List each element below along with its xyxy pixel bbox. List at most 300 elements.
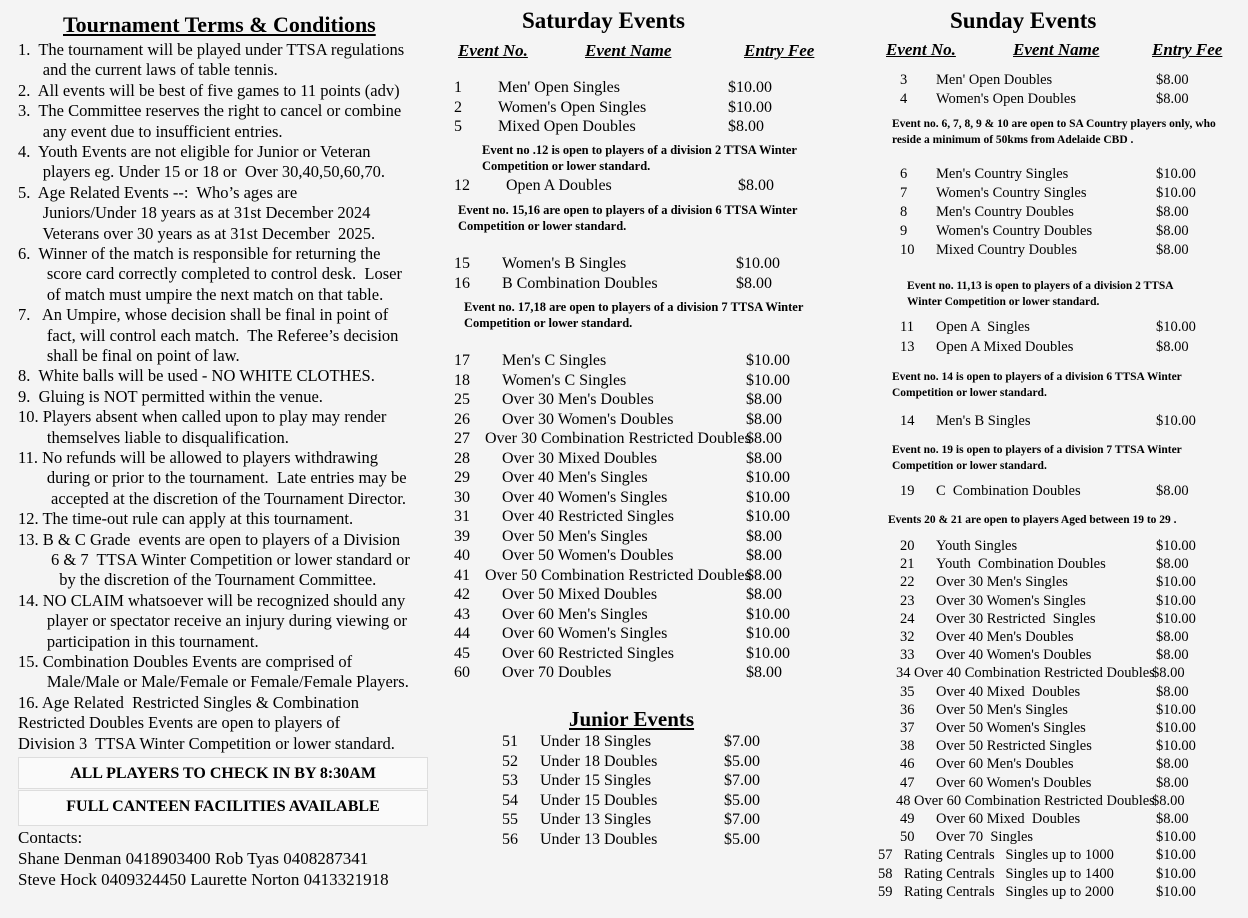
event-row <box>454 177 849 196</box>
event-name: Under 18 Doubles <box>540 752 658 770</box>
saturday-note-3: Event no. 17,18 are open to players of a division 7 TTSA Winter Competition or lower standard. <box>464 300 804 330</box>
event-name: Over 70 Doubles <box>502 664 612 681</box>
event-name: Under 15 Doubles <box>540 791 658 809</box>
event-name: Under 13 Singles <box>540 811 652 829</box>
event-number: 9 <box>900 223 908 239</box>
event-name: Over 50 Men's Singles <box>502 527 648 545</box>
event-name: Over 70 Singles <box>936 829 1034 846</box>
event-row <box>454 664 849 683</box>
event-number: 45 <box>454 644 470 662</box>
event-number: 55 <box>502 811 518 829</box>
terms-line: players eg. Under 15 or 18 or Over 30,40,50,60,70. <box>18 162 386 182</box>
terms-line: 13. B & C Grade events are open to players of a Division <box>18 529 401 549</box>
event-name: Men's Country Singles <box>936 166 1069 182</box>
event-number: 59 <box>878 883 893 900</box>
event-number: 1 <box>454 79 462 96</box>
event-fee: $10.00 <box>746 469 790 486</box>
event-name: Over 50 Combination Restricted Doubles <box>485 566 751 584</box>
sunday-note-3: Event no. 14 is open to players of a division 6 TTSA Winter Competition or lower standard. <box>892 371 1182 399</box>
event-name: Women's Open Singles <box>498 98 647 116</box>
event-number: 11 <box>900 319 914 335</box>
event-fee: $7.00 <box>724 811 760 829</box>
event-fee: $8.00 <box>738 177 774 194</box>
event-row <box>900 720 1240 739</box>
event-row <box>900 413 1240 432</box>
event-row <box>900 775 1240 794</box>
saturday-title: Saturday Events <box>522 8 685 33</box>
event-name: B Combination Doubles <box>502 274 658 292</box>
event-row <box>454 469 849 488</box>
event-row <box>454 430 849 449</box>
event-row <box>454 508 849 527</box>
event-name: Over 60 Combination Restricted Doubles <box>914 792 1155 809</box>
event-number: 21 <box>900 556 915 573</box>
event-row <box>454 255 849 274</box>
event-number: 4 <box>900 90 908 107</box>
event-name: Over 40 Women's Singles <box>502 488 668 506</box>
event-fee: $10.00 <box>728 98 772 116</box>
event-fee: $10.00 <box>746 488 790 506</box>
event-fee: $7.00 <box>724 772 760 790</box>
event-number: 23 <box>900 592 915 609</box>
event-name: Over 60 Women's Doubles <box>936 774 1092 791</box>
event-name: Over 30 Mixed Doubles <box>502 449 658 467</box>
event-row <box>454 528 849 547</box>
event-name: Over 40 Combination Restricted Doubles <box>914 665 1155 682</box>
event-number: 10 <box>900 242 915 258</box>
event-number: 52 <box>502 752 518 770</box>
event-name: Rating Centrals Singles up to 1000 <box>904 847 1114 864</box>
sunday-note-5: Events 20 & 21 are open to players Aged between 19 to 29 . <box>888 514 1177 526</box>
event-fee: $10.00 <box>736 255 780 272</box>
terms-line: 10. Players absent when called upon to play may render <box>18 407 387 427</box>
event-name: Over 30 Women's Doubles <box>502 410 674 428</box>
event-name: Over 60 Mixed Doubles <box>936 811 1081 827</box>
event-number: 32 <box>900 629 915 645</box>
event-fee: $10.00 <box>1156 319 1196 335</box>
sunday-note-2: Event no. 11,13 is open to players of a division 2 TTSA Winter Competition or lower standard. <box>907 280 1173 308</box>
terms-line: 2. All events will be best of five games to 11 points (adv) <box>18 80 400 100</box>
event-row <box>454 567 849 586</box>
event-fee: $10.00 <box>1156 610 1196 627</box>
event-fee: $10.00 <box>1156 701 1196 718</box>
terms-line: 6 & 7 TTSA Winter Competition or lower standard or <box>18 550 410 569</box>
terms-line: player or spectator receive an injury during viewing or <box>18 611 407 631</box>
event-number: 39 <box>454 527 470 545</box>
event-row <box>900 339 1240 358</box>
event-number: 33 <box>900 647 915 664</box>
event-row <box>900 72 1240 91</box>
event-fee: $8.00 <box>1156 204 1189 220</box>
saturday-note-2: Event no. 15,16 are open to players of a division 6 TTSA Winter Competition or lower standard. <box>458 203 798 233</box>
event-fee: $8.00 <box>1156 556 1189 573</box>
event-number: 12 <box>454 177 470 194</box>
terms-line: 3. The Committee reserves the right to cancel or combine <box>18 101 402 121</box>
event-name: Men' Open Singles <box>498 79 620 96</box>
event-fee: $10.00 <box>1156 720 1196 736</box>
event-name: Over 50 Men's Singles <box>936 701 1068 718</box>
event-number: 54 <box>502 791 518 809</box>
event-name: Over 60 Men's Singles <box>502 605 648 623</box>
event-row <box>900 556 1240 575</box>
event-name: Open A Singles <box>936 319 1030 335</box>
event-name: Rating Centrals Singles up to 2000 <box>904 883 1114 900</box>
event-row <box>454 606 849 625</box>
event-row <box>454 489 849 508</box>
contacts-line-1: Shane Denman 0418903400 Rob Tyas 0408287341 <box>18 849 369 868</box>
event-name: Over 60 Women's Singles <box>502 625 668 642</box>
event-number: 15 <box>454 255 470 272</box>
event-name: Under 18 Singles <box>540 733 652 750</box>
event-name: Youth Combination Doubles <box>936 556 1106 573</box>
terms-line: and the current laws of table tennis. <box>18 60 278 80</box>
event-number: 29 <box>454 469 470 486</box>
sunday-col-no: Event No. <box>886 40 956 59</box>
event-fee: $8.00 <box>736 274 772 292</box>
event-name: Men's C Singles <box>502 352 607 369</box>
event-row <box>878 866 1218 885</box>
event-fee: $8.00 <box>1156 811 1189 827</box>
event-fee: $8.00 <box>746 449 782 467</box>
terms-title: Tournament Terms & Conditions <box>63 12 376 37</box>
event-fee: $8.00 <box>1156 90 1189 107</box>
terms-line: 7. An Umpire, whose decision shall be final in point of <box>18 305 389 325</box>
event-fee: $8.00 <box>1156 72 1189 88</box>
terms-line: Veterans over 30 years as at 31st December 2025. <box>18 223 376 243</box>
sunday-column <box>880 0 1248 918</box>
event-number: 5 <box>454 118 462 135</box>
terms-line: score card correctly completed to control desk. Loser <box>18 264 402 284</box>
event-name: Over 30 Women's Singles <box>936 592 1086 609</box>
event-row <box>900 166 1240 185</box>
check-in-notice: ALL PLAYERS TO CHECK IN BY 8:30AM <box>18 757 428 789</box>
event-row <box>454 372 849 391</box>
event-fee: $5.00 <box>724 752 760 770</box>
event-fee: $10.00 <box>746 605 790 623</box>
event-fee: $8.00 <box>728 118 764 135</box>
event-fee: $8.00 <box>1156 223 1189 239</box>
event-row <box>900 684 1240 703</box>
event-fee: $10.00 <box>746 352 790 369</box>
event-row <box>878 847 1218 866</box>
event-row <box>454 99 849 118</box>
event-name: Over 60 Restricted Singles <box>502 644 674 662</box>
terms-line: Male/Male or Male/Female or Female/Female Players. <box>18 672 409 692</box>
event-name: Women's Open Doubles <box>936 90 1076 107</box>
event-fee: $10.00 <box>1156 865 1196 882</box>
event-fee: $10.00 <box>746 625 790 642</box>
event-row <box>900 91 1240 110</box>
event-number: 20 <box>900 538 915 554</box>
event-number: 22 <box>900 574 915 591</box>
event-row <box>896 793 1236 812</box>
event-number: 56 <box>502 831 518 848</box>
event-name: Over 40 Men's Doubles <box>936 629 1074 645</box>
event-name: Men's Country Doubles <box>936 204 1074 220</box>
terms-line: by the discretion of the Tournament Committee. <box>18 570 377 590</box>
event-fee: $10.00 <box>746 644 790 662</box>
event-number: 27 <box>454 430 470 447</box>
event-fee: $10.00 <box>1156 413 1196 429</box>
event-name: Over 60 Men's Doubles <box>936 756 1074 773</box>
event-fee: $8.00 <box>746 410 782 428</box>
event-number: 50 <box>900 829 915 846</box>
terms-line: of match must umpire the next match on that table. <box>18 284 384 304</box>
event-row <box>454 79 849 98</box>
event-name: Over 50 Women's Doubles <box>502 547 674 564</box>
event-fee: $5.00 <box>724 831 760 848</box>
terms-line: 5. Age Related Events --: Who’s ages are <box>18 182 298 202</box>
event-name: Over 30 Restricted Singles <box>936 610 1096 627</box>
event-number: 8 <box>900 204 908 220</box>
event-row <box>900 811 1240 830</box>
event-number: 28 <box>454 449 470 467</box>
event-row <box>502 831 822 850</box>
event-row <box>502 811 822 830</box>
event-row <box>900 204 1240 223</box>
terms-line: accepted at the discretion of the Tournament Director. <box>18 488 406 508</box>
sunday-note-4: Event no. 19 is open to players of a division 7 TTSA Winter Competition or lower standard. <box>892 444 1182 472</box>
event-fee: $5.00 <box>724 791 760 809</box>
event-fee: $10.00 <box>1156 574 1196 591</box>
event-fee: $8.00 <box>1156 338 1189 355</box>
event-number: 60 <box>454 664 470 681</box>
event-name: Over 40 Women's Doubles <box>936 647 1092 664</box>
event-name: Mixed Country Doubles <box>936 242 1077 258</box>
saturday-col-name: Event Name <box>585 41 672 60</box>
event-name: Mixed Open Doubles <box>498 118 636 135</box>
event-row <box>878 884 1218 903</box>
terms-line: fact, will control each match. The Referee’s decision <box>18 325 399 345</box>
event-name: Under 13 Doubles <box>540 831 658 848</box>
contacts-label: Contacts: <box>18 828 83 847</box>
sunday-col-name: Event Name <box>1013 40 1100 59</box>
event-number: 46 <box>900 756 915 773</box>
event-fee: $10.00 <box>746 508 790 525</box>
event-row <box>454 391 849 410</box>
event-name: Women's C Singles <box>502 371 627 389</box>
event-row <box>454 118 849 137</box>
event-fee: $8.00 <box>1156 629 1189 645</box>
event-fee: $7.00 <box>724 733 760 750</box>
terms-line: shall be final on point of law. <box>18 346 240 365</box>
canteen-notice: FULL CANTEEN FACILITIES AVAILABLE <box>18 790 428 826</box>
event-fee: $8.00 <box>746 664 782 681</box>
event-row <box>454 586 849 605</box>
terms-line: Division 3 TTSA Winter Competition or lower standard. <box>18 733 395 753</box>
event-name: Men' Open Doubles <box>936 72 1053 88</box>
event-fee: $10.00 <box>1156 883 1196 900</box>
event-fee: $8.00 <box>1152 665 1185 682</box>
event-fee: $10.00 <box>1156 166 1196 182</box>
event-fee: $8.00 <box>1152 792 1185 809</box>
event-name: Rating Centrals Singles up to 1400 <box>904 865 1114 882</box>
event-row <box>900 738 1240 757</box>
terms-line: 11. No refunds will be allowed to players withdrawing <box>18 448 379 467</box>
event-row <box>900 319 1240 338</box>
contacts-line-2: Steve Hock 0409324450 Laurette Norton 0413321918 <box>18 870 389 889</box>
event-number: 41 <box>454 566 470 584</box>
event-number: 25 <box>454 391 470 408</box>
event-row <box>900 647 1240 666</box>
terms-line: Juniors/Under 18 years as at 31st December 2024 <box>18 203 371 223</box>
event-row <box>900 829 1240 848</box>
event-row <box>900 593 1240 612</box>
saturday-note-1: Event no .12 is open to players of a division 2 TTSA Winter Competition or lower standard. <box>482 143 797 173</box>
event-name: Over 50 Mixed Doubles <box>502 586 658 603</box>
event-number: 58 <box>878 865 893 882</box>
event-number: 42 <box>454 586 470 603</box>
event-number: 35 <box>900 683 915 700</box>
event-name: Over 40 Men's Singles <box>502 469 648 486</box>
event-row <box>900 242 1240 261</box>
terms-line: 6. Winner of the match is responsible for returning the <box>18 244 381 263</box>
terms-line: participation in this tournament. <box>18 631 259 651</box>
event-fee: $8.00 <box>1156 683 1189 700</box>
sunday-title: Sunday Events <box>950 8 1097 33</box>
event-number: 51 <box>502 733 518 750</box>
event-fee: $8.00 <box>1156 647 1189 664</box>
event-fee: $8.00 <box>746 527 782 545</box>
event-number: 16 <box>454 274 470 292</box>
event-name: Over 40 Mixed Doubles <box>936 683 1081 700</box>
event-row <box>454 645 849 664</box>
event-fee: $8.00 <box>746 547 782 564</box>
event-row <box>454 547 849 566</box>
event-row <box>454 625 849 644</box>
event-fee: $8.00 <box>746 586 782 603</box>
event-number: 3 <box>900 72 908 88</box>
event-number: 7 <box>900 185 908 201</box>
event-name: Women's B Singles <box>502 255 627 272</box>
event-number: 31 <box>454 508 470 525</box>
event-number: 17 <box>454 352 470 369</box>
event-row <box>454 275 849 294</box>
terms-line: 9. Gluing is NOT permitted within the venue. <box>18 386 323 406</box>
event-number: 14 <box>900 413 915 429</box>
event-fee: $10.00 <box>1156 592 1196 609</box>
event-number: 19 <box>900 483 915 499</box>
event-name: Over 30 Combination Restricted Doubles <box>485 430 751 447</box>
terms-line: 4. Youth Events are not eligible for Junior or Veteran <box>18 142 371 161</box>
event-name: Over 30 Men's Doubles <box>502 391 654 408</box>
event-number: 47 <box>900 774 915 791</box>
event-name: Men's B Singles <box>936 413 1031 429</box>
terms-line: Restricted Doubles Events are open to players of <box>18 713 341 733</box>
event-number: 44 <box>454 625 470 642</box>
event-fee: $10.00 <box>1156 847 1196 864</box>
event-row <box>900 185 1240 204</box>
event-number: 34 <box>896 665 911 682</box>
event-number: 38 <box>900 738 915 755</box>
terms-line: 15. Combination Doubles Events are comprised of <box>18 652 353 671</box>
event-row <box>454 450 849 469</box>
event-row <box>900 629 1240 648</box>
event-name: Women's Country Doubles <box>936 223 1093 239</box>
event-number: 30 <box>454 488 470 506</box>
event-row <box>502 733 822 752</box>
terms-line: 16. Age Related Restricted Singles & Combination <box>18 692 359 712</box>
event-fee: $10.00 <box>1156 185 1196 201</box>
event-number: 6 <box>900 166 908 182</box>
event-name: Youth Singles <box>936 538 1018 554</box>
event-name: Women's Country Singles <box>936 185 1087 201</box>
event-name: Open A Doubles <box>506 177 612 194</box>
terms-line: during or prior to the tournament. Late entries may be <box>18 468 407 488</box>
event-row <box>502 792 822 811</box>
event-name: Open A Mixed Doubles <box>936 338 1074 355</box>
event-row <box>900 756 1240 775</box>
event-number: 53 <box>502 772 518 790</box>
event-fee: $10.00 <box>1156 829 1196 846</box>
event-row <box>502 753 822 772</box>
event-fee: $10.00 <box>746 371 790 389</box>
junior-title: Junior Events <box>569 707 695 731</box>
event-number: 40 <box>454 547 470 564</box>
event-row <box>900 223 1240 242</box>
event-fee: $8.00 <box>746 391 782 408</box>
event-number: 49 <box>900 811 915 827</box>
event-number: 2 <box>454 98 462 116</box>
event-fee: $10.00 <box>728 79 772 96</box>
event-name: Under 15 Singles <box>540 772 652 790</box>
event-fee: $8.00 <box>1156 756 1189 773</box>
event-row <box>900 702 1240 721</box>
event-number: 37 <box>900 720 915 736</box>
event-row <box>900 483 1240 502</box>
event-number: 48 <box>896 792 911 809</box>
terms-line: themselves liable to disqualification. <box>18 427 289 447</box>
event-fee: $8.00 <box>746 430 782 447</box>
event-fee: $8.00 <box>1156 774 1189 791</box>
event-row <box>502 772 822 791</box>
event-row <box>900 574 1240 593</box>
sunday-col-fee: Entry Fee <box>1152 40 1223 59</box>
event-row <box>454 411 849 430</box>
event-fee: $8.00 <box>1156 242 1189 258</box>
event-number: 57 <box>878 847 893 864</box>
event-number: 18 <box>454 371 470 389</box>
event-fee: $10.00 <box>1156 738 1196 755</box>
event-fee: $10.00 <box>1156 538 1196 554</box>
event-fee: $8.00 <box>1156 483 1189 499</box>
event-name: Over 50 Restricted Singles <box>936 738 1092 755</box>
event-name: Over 50 Women's Singles <box>936 720 1086 736</box>
event-number: 43 <box>454 605 470 623</box>
terms-line: 1. The tournament will be played under TTSA regulations <box>18 40 405 59</box>
event-number: 13 <box>900 338 915 355</box>
event-number: 24 <box>900 610 915 627</box>
terms-line: any event due to insufficient entries. <box>18 121 283 141</box>
event-number: 26 <box>454 410 470 428</box>
terms-line: 14. NO CLAIM whatsoever will be recognized should any <box>18 590 406 610</box>
saturday-col-fee: Entry Fee <box>744 41 815 60</box>
event-name: Over 40 Restricted Singles <box>502 508 674 525</box>
event-fee: $8.00 <box>746 566 782 584</box>
event-row <box>454 352 849 371</box>
terms-line: 12. The time-out rule can apply at this tournament. <box>18 509 354 529</box>
event-number: 36 <box>900 701 915 718</box>
saturday-col-no: Event No. <box>458 41 528 60</box>
event-name: C Combination Doubles <box>936 483 1081 499</box>
saturday-column <box>452 0 852 918</box>
terms-line: 8. White balls will be used - NO WHITE CLOTHES. <box>18 366 375 386</box>
event-row <box>900 538 1240 557</box>
event-row <box>900 611 1240 630</box>
event-name: Over 30 Men's Singles <box>936 574 1068 591</box>
event-row <box>896 665 1236 684</box>
sunday-note-1: Event no. 6, 7, 8, 9 & 10 are open to SA Country players only, who reside a minimum of 50kms from Adelaide CBD . <box>892 118 1216 146</box>
